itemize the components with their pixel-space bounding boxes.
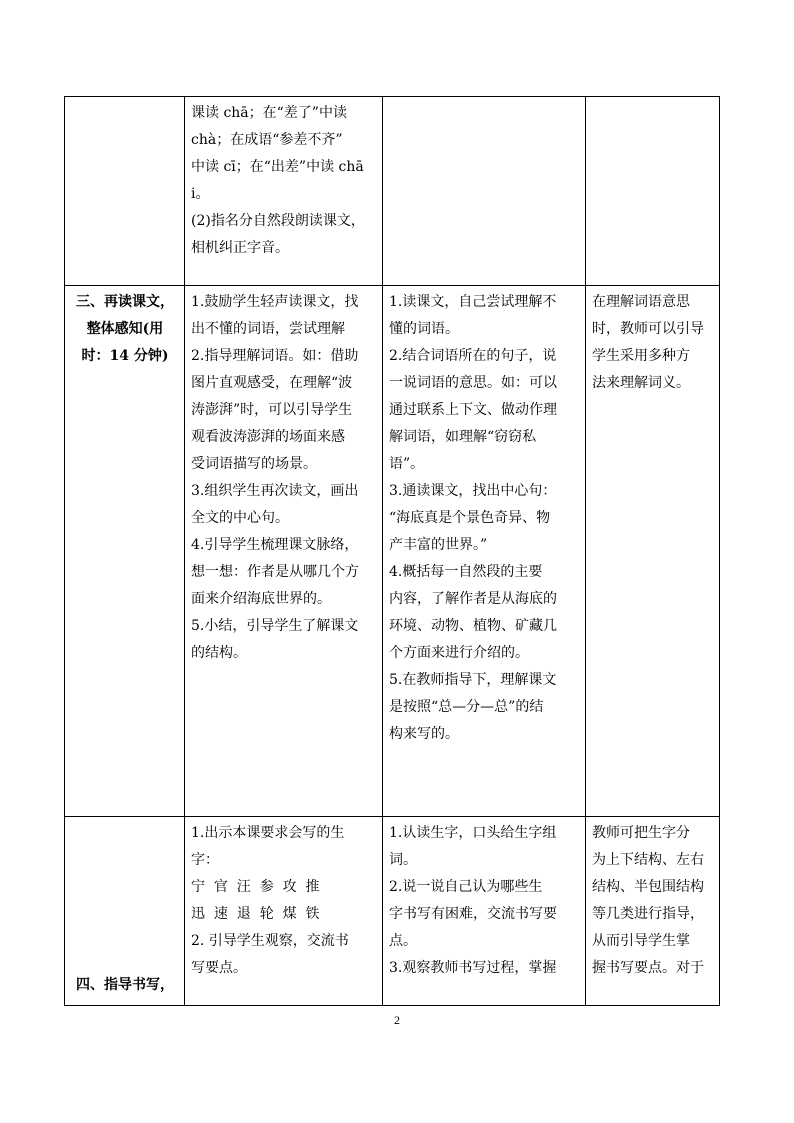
- text-line: 相机纠正字音。: [191, 240, 289, 256]
- text-line: 个方面来进行介绍的。: [389, 645, 529, 661]
- design-intent-cell: [586, 97, 720, 286]
- table-row: [65, 286, 720, 817]
- student-activity-cell: [383, 286, 586, 817]
- text-line: 2. 引导学生观察，交流书: [191, 933, 349, 949]
- text-line: 2.结合词语所在的句子，说: [389, 348, 557, 364]
- text-line: 图片直观感受，在理解“波: [191, 375, 353, 391]
- text-line: 4.概括每一自然段的主要: [389, 564, 543, 580]
- text-line: (2)指名分自然段朗读课文，: [191, 213, 365, 229]
- text-line: 2.指导理解词语。如：借助: [191, 348, 359, 364]
- text-line: 5.小结，引导学生了解课文: [191, 618, 359, 634]
- teacher-activity-cell: [185, 286, 383, 817]
- text-line: 内容，了解作者是从海底的: [389, 591, 557, 607]
- text-line: 构来写的。: [389, 726, 459, 742]
- text-line: 出不懂的词语，尝试理解: [191, 321, 345, 337]
- text-line: 为上下结构、左右: [592, 852, 704, 868]
- text-line: 字：: [191, 852, 219, 868]
- text-line: 懂的词语。: [389, 321, 459, 337]
- text-line: 握书写要点。对于: [592, 960, 704, 976]
- text-line: 3.组织学生再次读文，画出: [191, 483, 359, 499]
- stage-cell: [65, 817, 185, 1006]
- text-line: “海底真是个景色奇异、物: [389, 510, 551, 526]
- text-line: 结构、半包围结构: [592, 879, 704, 895]
- text-line: 时，教师可以引导: [592, 321, 704, 337]
- text-line: 等几类进行指导，: [592, 906, 704, 922]
- text-line: 1.读课文，自己尝试理解不: [389, 294, 557, 310]
- lesson-plan-table: [64, 96, 720, 1006]
- stage-title: 四、指导书写，: [76, 977, 174, 993]
- text-line: chà；在成语“参差不齐”: [191, 132, 343, 148]
- student-activity-cell: [383, 97, 586, 286]
- character-list: 迅 速 退 轮 煤 铁: [191, 906, 320, 922]
- text-line: 字书写有困难，交流书写要: [389, 906, 557, 922]
- text-line: 从而引导学生掌: [592, 933, 690, 949]
- text-line: 词。: [389, 852, 417, 868]
- text-line: 学生采用多种方: [592, 348, 690, 364]
- character-list: 宁 官 汪 参 攻 推: [191, 879, 320, 895]
- stage-cell: [65, 97, 185, 286]
- text-line: 解词语，如理解“窃窃私: [389, 429, 537, 445]
- text-line: 课读 chā；在“差了”中读: [191, 105, 347, 121]
- text-line: 产丰富的世界。”: [389, 537, 488, 553]
- text-line: 的结构。: [191, 645, 247, 661]
- text-line: 1.出示本课要求会写的生: [191, 825, 345, 841]
- text-line: 环境、动物、植物、矿藏几: [389, 618, 557, 634]
- text-line: 中读 cī；在“出差”中读 chā: [191, 159, 364, 175]
- page-number: 2: [394, 1013, 400, 1027]
- text-line: 全文的中心句。: [191, 510, 289, 526]
- text-line: 4.引导学生梳理课文脉络，: [191, 537, 359, 553]
- text-line: 5.在教师指导下，理解课文: [389, 672, 557, 688]
- text-line: 观看波涛澎湃的场面来感: [191, 429, 345, 445]
- student-activity-cell: [383, 817, 586, 1006]
- design-intent-cell: [586, 817, 720, 1006]
- text-line: i。: [191, 186, 210, 202]
- text-line: 想一想：作者是从哪几个方: [191, 564, 359, 580]
- text-line: 涛澎湃”时，可以引导学生: [191, 402, 353, 418]
- text-line: 1.鼓励学生轻声读课文，找: [191, 294, 359, 310]
- text-line: 通过联系上下文、做动作理: [389, 402, 557, 418]
- text-line: 3.通读课文，找出中心句：: [389, 483, 557, 499]
- stage-title: 三、再读课文，: [76, 294, 174, 310]
- text-line: 受词语描写的场景。: [191, 456, 317, 472]
- table-row: [65, 817, 720, 1006]
- text-line: 语”。: [389, 456, 425, 472]
- teacher-activity-cell: [185, 817, 383, 1006]
- text-line: 面来介绍海底世界的。: [191, 591, 331, 607]
- text-line: 1.认读生字，口头给生字组: [389, 825, 557, 841]
- text-line: 法来理解词义。: [592, 375, 690, 391]
- stage-title: 整体感知(用: [86, 321, 164, 337]
- stage-cell: [65, 286, 185, 817]
- text-line: 在理解词语意思: [592, 294, 690, 310]
- text-line: 写要点。: [191, 960, 247, 976]
- text-line: 点。: [389, 933, 417, 949]
- table-row: [65, 97, 720, 286]
- text-line: 一说词语的意思。如：可以: [389, 375, 557, 391]
- design-intent-cell: [586, 286, 720, 817]
- text-line: 是按照“总—分—总”的结: [389, 699, 544, 715]
- text-line: 教师可把生字分: [592, 825, 690, 841]
- text-line: 3.观察教师书写过程，掌握: [389, 960, 557, 976]
- stage-title: 时：14 分钟): [81, 348, 169, 364]
- text-line: 2.说一说自己认为哪些生: [389, 879, 543, 895]
- teacher-activity-cell: [185, 97, 383, 286]
